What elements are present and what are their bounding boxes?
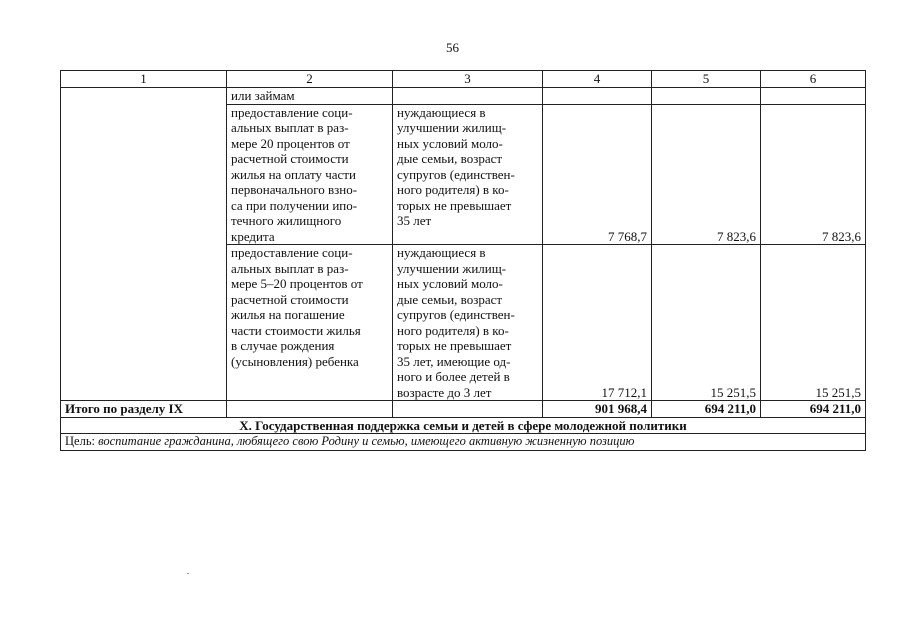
empty-cell <box>761 88 866 105</box>
value-cell-col6: 15 251,5 <box>761 245 866 401</box>
total-label: Итого по разделу IX <box>61 401 227 418</box>
measure-cell: предоставление соци- альных выплат в раз- мере 5–20 процентов от расчетной стоимости жилья на погашение части стоимости жилья в случае рождения (усыновления) ребенка <box>227 245 393 401</box>
empty-cell <box>61 88 227 401</box>
total-value-col5: 694 211,0 <box>652 401 761 418</box>
column-header-6: 6 <box>761 71 866 88</box>
value-cell-col6: 7 823,6 <box>761 104 866 245</box>
total-value-col4: 901 968,4 <box>543 401 652 418</box>
column-header-1: 1 <box>61 71 227 88</box>
section-title-row <box>61 417 866 434</box>
value-cell-col4: 7 768,7 <box>543 104 652 245</box>
goal-row <box>61 434 866 451</box>
page-number: 56 <box>446 40 459 55</box>
empty-cell <box>393 88 543 105</box>
recipients-cell: нуждающиеся в улучшении жилищ- ных условий моло- дые семьи, возраст супругов (единствен- ного родителя) в ко- торых не превышает 35 лет <box>393 104 543 245</box>
table-row <box>61 88 866 105</box>
measure-cell: предоставление соци- альных выплат в раз- мере 20 процентов от расчетной стоимости жилья на оплату части первоначального взно- са при получении ипо- течного жилищного кредита <box>227 104 393 245</box>
total-row <box>61 401 866 418</box>
goal-label: Цель: <box>65 434 95 448</box>
recipients-cell: нуждающиеся в улучшении жилищ- ных условий моло- дые семьи, возраст супругов (единствен- ного родителя) в ко- торых не превышает 35 лет, имеющие од- ного и более детей в возрасте до 3 лет <box>393 245 543 401</box>
budget-table <box>60 70 866 451</box>
value-cell-col5: 15 251,5 <box>652 245 761 401</box>
column-header-4: 4 <box>543 71 652 88</box>
empty-cell <box>652 88 761 105</box>
scan-artifact-dot <box>187 573 189 574</box>
value-cell-col5: 7 823,6 <box>652 104 761 245</box>
goal-cell <box>61 434 866 451</box>
total-value-col6: 694 211,0 <box>761 401 866 418</box>
empty-cell <box>543 88 652 105</box>
empty-cell <box>393 401 543 418</box>
column-header-3: 3 <box>393 71 543 88</box>
goal-text: воспитание гражданина, любящего свою Родину и семью, имеющего активную жизненную позицию <box>98 434 635 448</box>
value-cell-col4: 17 712,1 <box>543 245 652 401</box>
continuation-text: или займам <box>227 88 393 105</box>
column-header-2: 2 <box>227 71 393 88</box>
section-title: X. Государственная поддержка семьи и детей в сфере молодежной политики <box>61 417 866 434</box>
column-header-5: 5 <box>652 71 761 88</box>
empty-cell <box>227 401 393 418</box>
table-header-row <box>61 71 866 88</box>
